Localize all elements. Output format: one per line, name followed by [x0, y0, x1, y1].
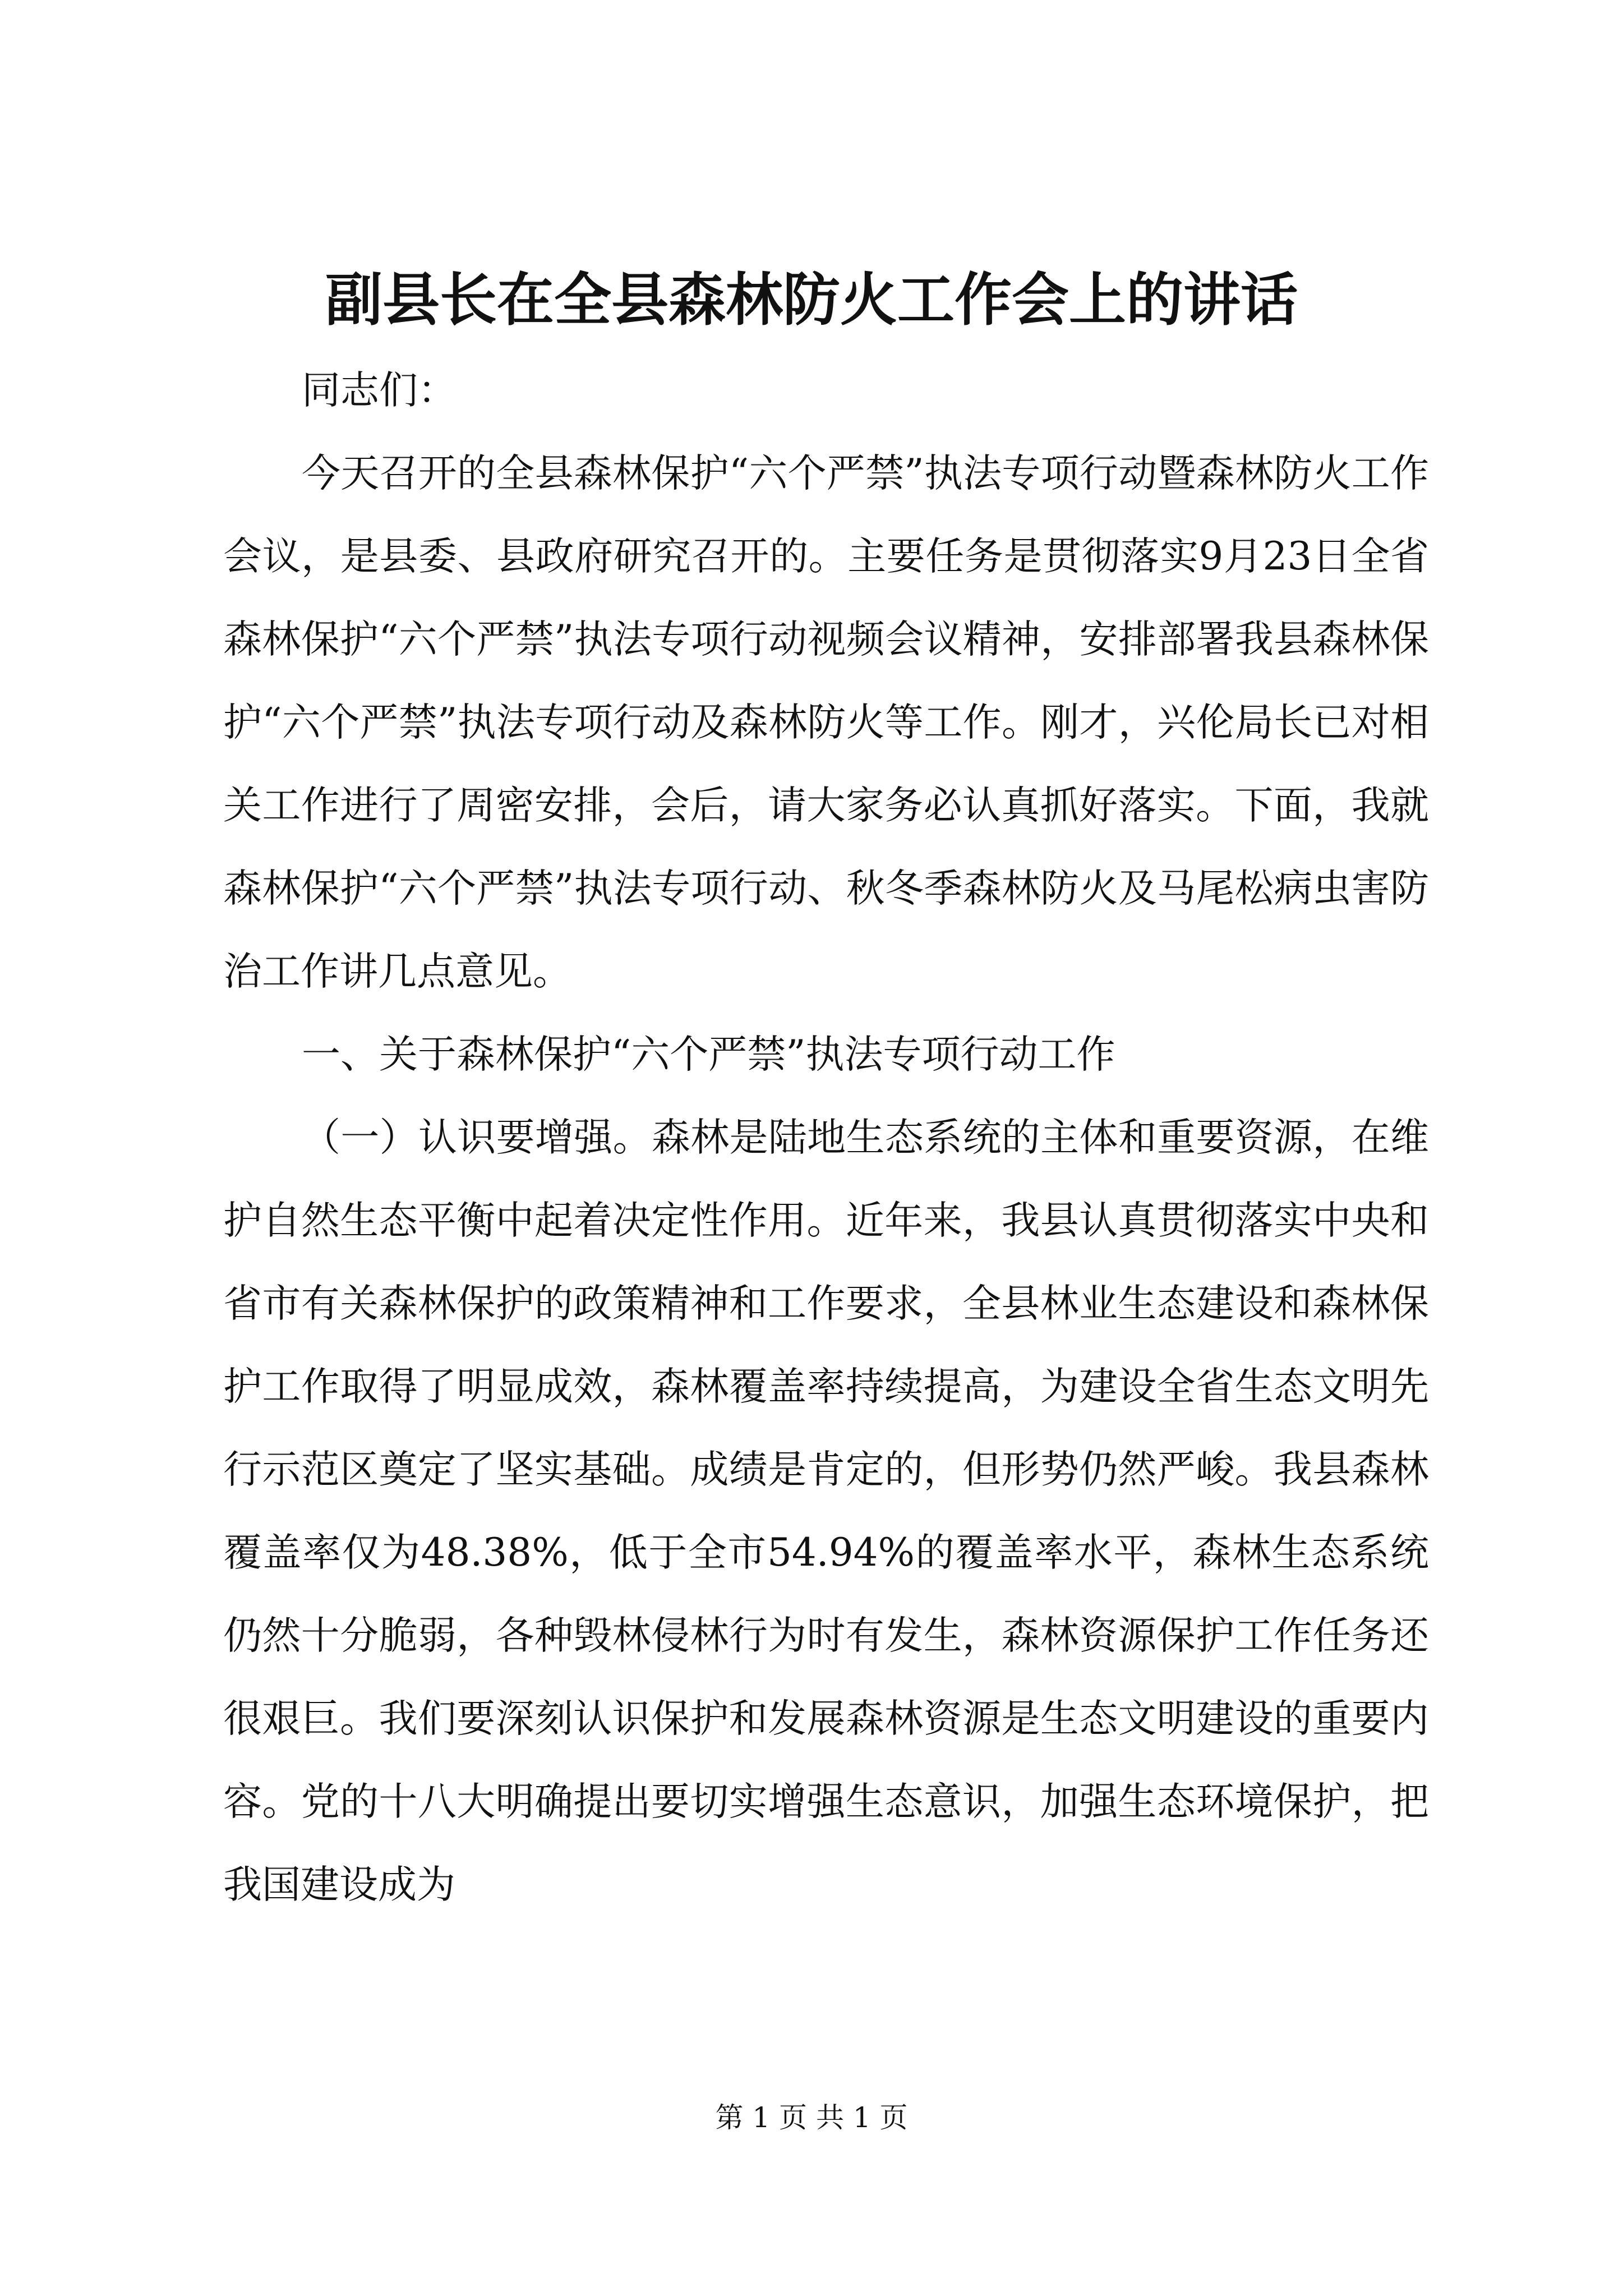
salutation: 同志们： [302, 368, 457, 413]
intro-paragraph: 今天召开的全县森林保护“六个严禁”执法专项行动暨森林防火工作会议，是县委、县政府研究召开的。主要任务是贯彻落实9月23日全省森林保护“六个严禁”执法专项行动视频会议精神，安排部署我县森林保护“六个严禁”执法专项行动及森林防火等工作。刚才，兴伦局长已对相关工作进行了周密安排，会后，请大家务必认真抓好落实。下面，我就森林保护“六个严禁”执法专项行动、秋冬季森林防火及马尾松病虫害防治工作讲几点意见。 [223, 451, 1429, 994]
document-title: 副县长在全县森林防火工作会上的讲话 [325, 266, 1298, 334]
section-heading: 一、关于森林保护“六个严禁”执法专项行动工作 [302, 1032, 1115, 1077]
document-body [223, 349, 1429, 1926]
page-number-footer: 第 1 页 共 1 页 [715, 2101, 908, 2134]
subsection-paragraph: （一）认识要增强。森林是陆地生态系统的主体和重要资源，在维护自然生态平衡中起着决定性作用。近年来，我县认真贯彻落实中央和省市有关森林保护的政策精神和工作要求，全县林业生态建设和森林保护工作取得了明显成效，森林覆盖率持续提高，为建设全省生态文明先行示范区奠定了坚实基础。成绩是肯定的，但形势仍然严峻。我县森林覆盖率仅为48.38%，低于全市54.94%的覆盖率水平，森林生态系统仍然十分脆弱，各种毁林侵林行为时有发生，森林资源保护工作任务还很艰巨。我们要深刻认识保护和发展森林资源是生态文明建设的重要内容。党的十八大明确提出要切实增强生态意识，加强生态环境保护，把我国建设成为 [223, 1115, 1429, 1907]
